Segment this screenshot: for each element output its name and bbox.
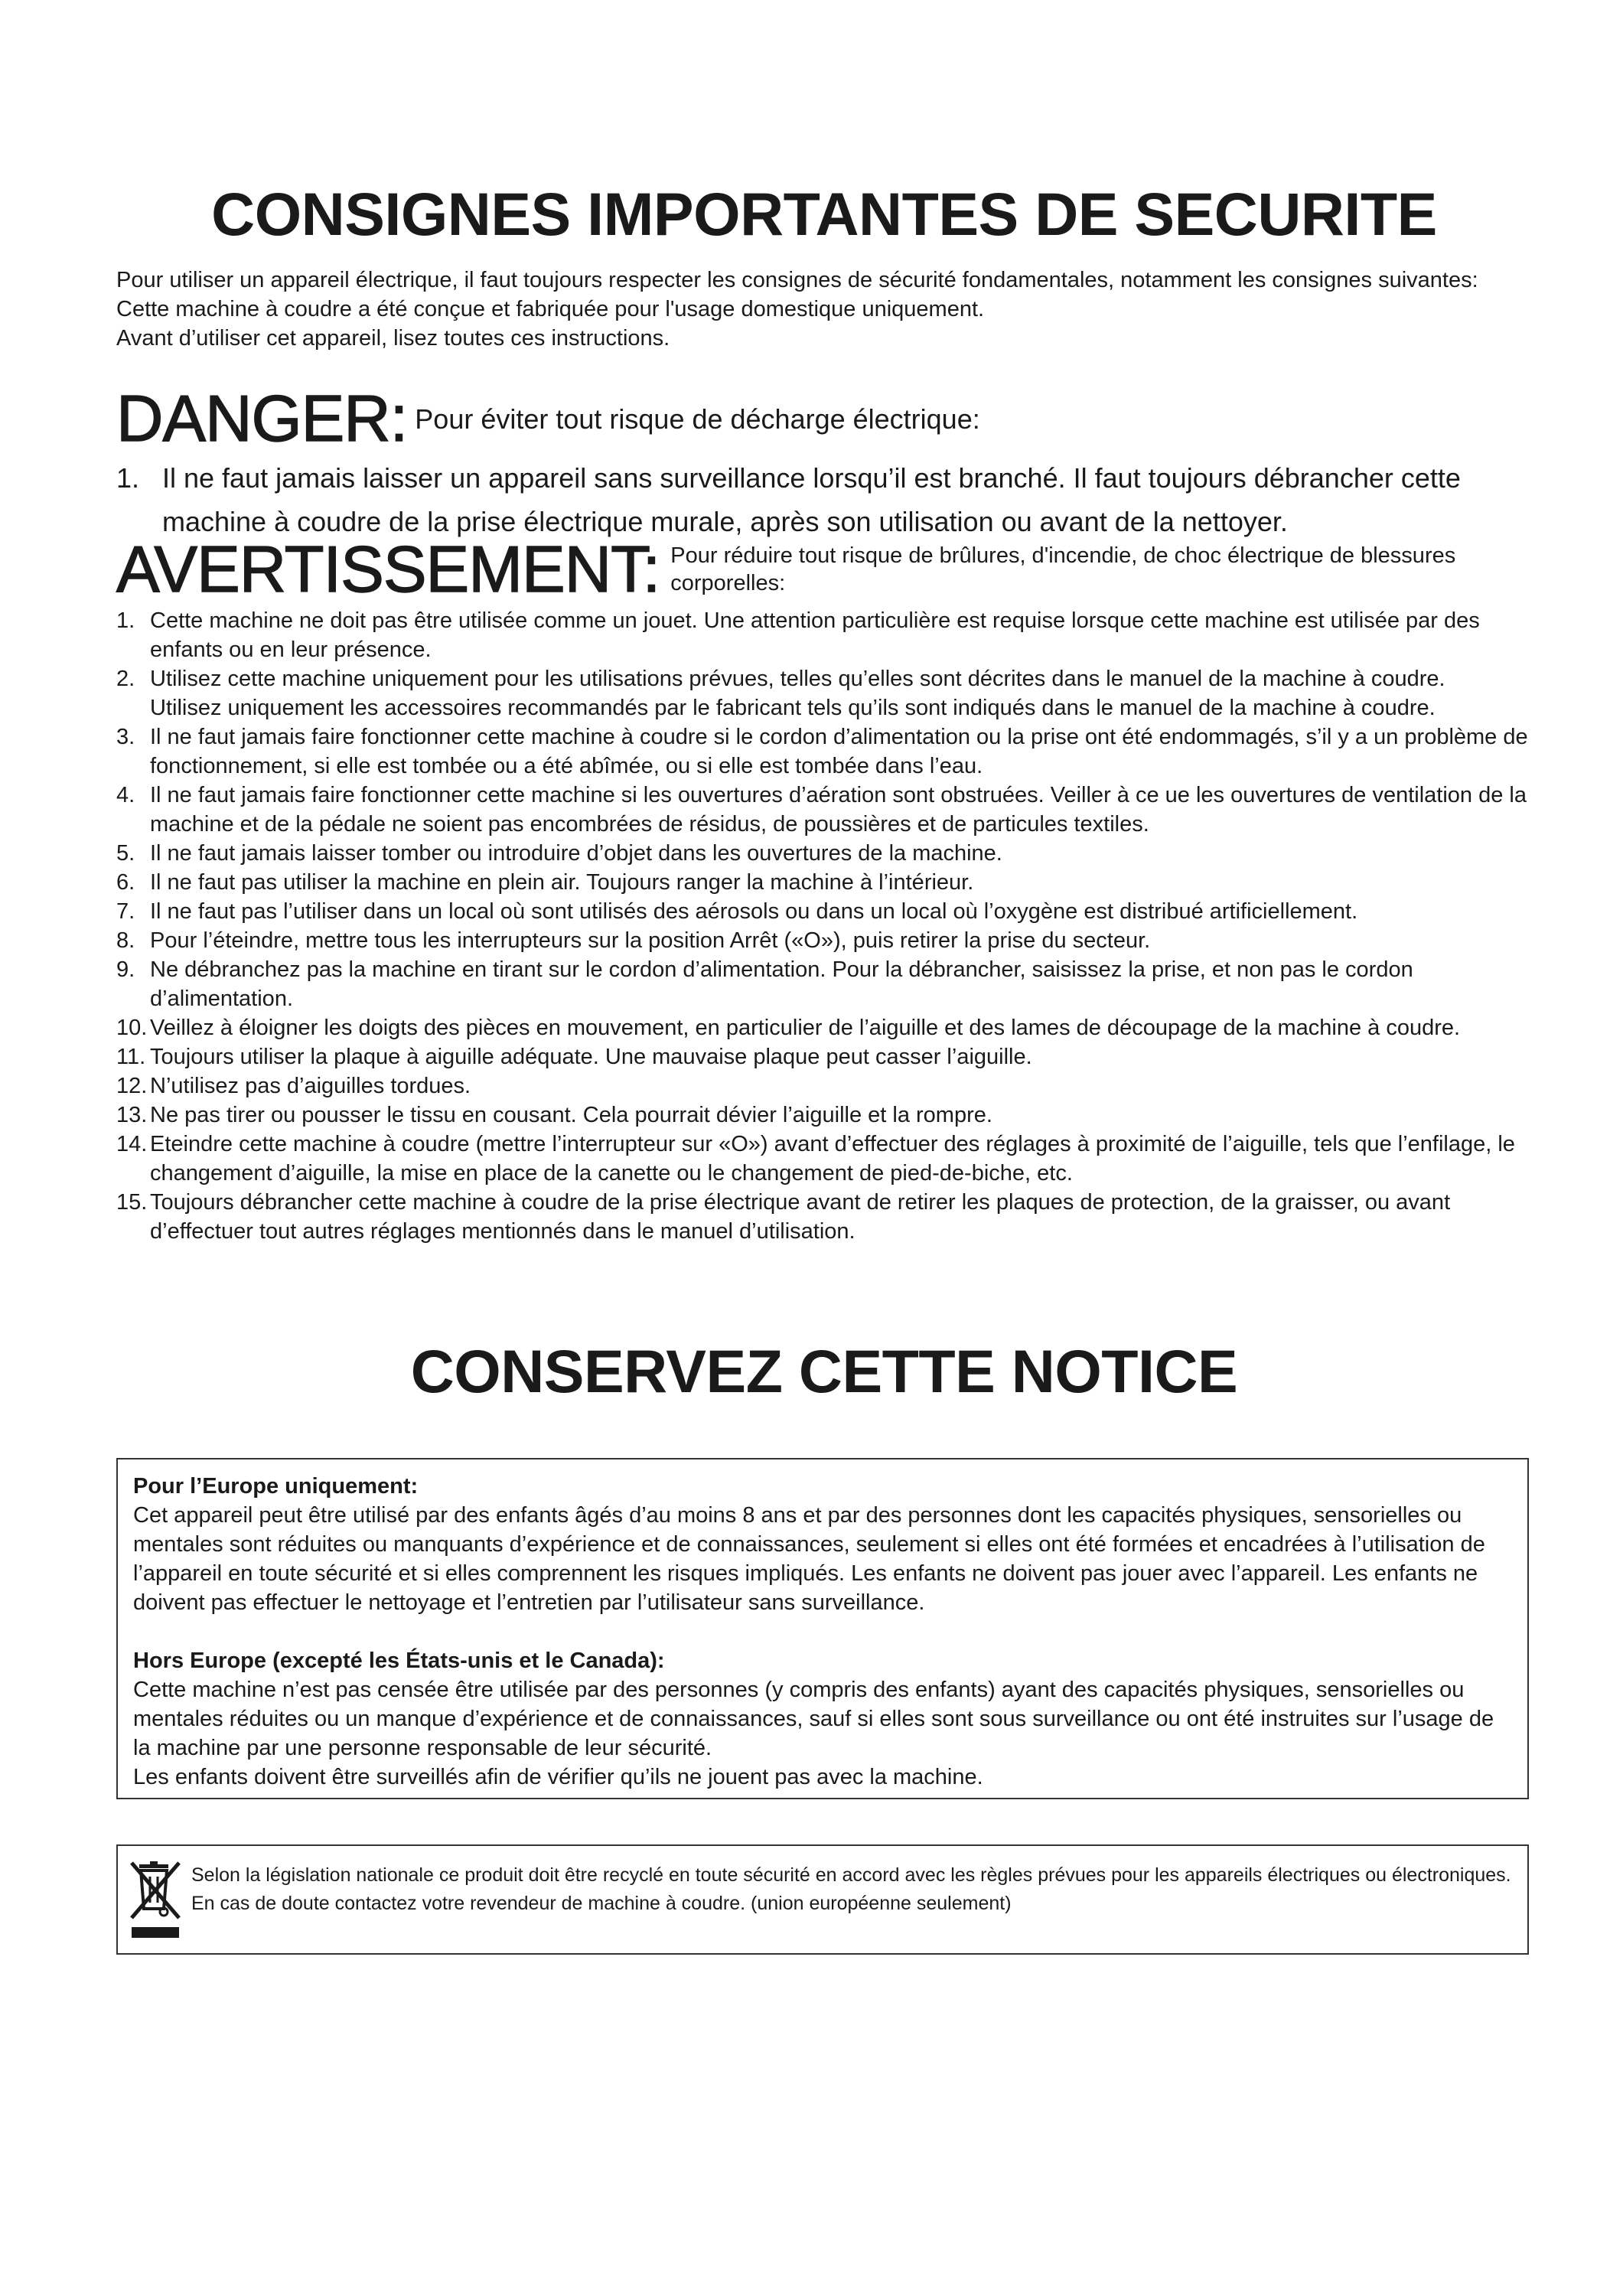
intro-line: Avant d’utiliser cet appareil, lisez toutes ces instructions. [116, 326, 670, 351]
warning-item-text: Il ne faut jamais faire fonctionner cette machine à coudre si le cordon d’alimentation ou la prise ont été endommagés, s’il y a un problème de fonctionnement, si elle est tombée ou a été abîmée, ou si elle est tombée dans l’eau. [150, 725, 1528, 778]
warning-item-number: 7. [116, 899, 135, 924]
danger-label: DANGER: [116, 383, 408, 455]
warning-item-number: 13. [116, 1103, 148, 1127]
warning-item [116, 926, 1532, 955]
danger-heading [116, 383, 1532, 455]
intro-line: Cette machine à coudre a été conçue et fabriquée pour l'usage domestique uniquement. [116, 297, 985, 321]
page-title: CONSIGNES IMPORTANTES DE SECURITE [211, 180, 1437, 248]
warning-item-number: 8. [116, 928, 135, 953]
warning-item [116, 955, 1532, 1013]
warning-item-number: 10. [116, 1016, 148, 1040]
intro-section [116, 266, 1532, 353]
warning-item-text: Toujours utiliser la plaque à aiguille adéquate. Une mauvaise plaque peut casser l’aiguille. [150, 1045, 1032, 1069]
warning-item-text: Ne débranchez pas la machine en tirant sur le cordon d’alimentation. Pour la débrancher, saisissez la prise, et non pas le cordon d’alimentation. [150, 957, 1413, 1011]
warning-item-number: 9. [116, 957, 135, 982]
warning-item-text: Il ne faut jamais laisser tomber ou introduire d’objet dans les ouvertures de la machine. [150, 841, 1002, 866]
danger-subtitle: Pour éviter tout risque de décharge électrique: [415, 403, 980, 435]
children-supervision-text: Les enfants doivent être surveillés afin de vérifier qu’ils ne jouent pas avec la machine. [133, 1765, 983, 1789]
warning-item-number: 1. [116, 608, 135, 633]
warning-heading [116, 533, 1532, 606]
europe-notice-box [116, 1458, 1529, 1799]
warning-item [116, 664, 1532, 722]
warning-item-text: Eteindre cette machine à coudre (mettre l’interrupteur sur «O») avant d’effectuer des réglages à proximité de l’aiguille, tels que l’enfilage, le changement d’aiguille, la mise en place de la canette ou le changement de pied-de-biche, etc. [150, 1132, 1515, 1186]
warning-subtitle: Pour réduire tout risque de brûlures, d'incendie, de choc électrique de blessures corporelles: [670, 543, 1456, 595]
warning-item [116, 1042, 1532, 1071]
warning-item-text: N’utilisez pas d’aiguilles tordues. [150, 1074, 471, 1098]
crossed-out-wheelie-bin-icon [127, 1860, 184, 1942]
intro-line: Pour utiliser un appareil électrique, il faut toujours respecter les consignes de sécurité fondamentales, notamment les consignes suivantes: [116, 268, 1478, 292]
warning-item [116, 781, 1532, 839]
warning-item-text: Toujours débrancher cette machine à coudre de la prise électrique avant de retirer les plaques de protection, de la graisser, ou avant d’effectuer tout autres réglages mentionnés dans le manuel d’utilisation. [150, 1190, 1451, 1244]
warning-item-number: 2. [116, 667, 135, 691]
warning-item-text: Utilisez cette machine uniquement pour les utilisations prévues, telles qu’elles sont décrites dans le manuel de la machine à coudre. [150, 667, 1445, 691]
europe-text: Cet appareil peut être utilisé par des enfants âgés d’au moins 8 ans et par des personnes dont les capacités physiques, sensorielles ou mentales sont réduites ou manquants d’expérience et de connaissances, seulement si elles ont été formées et encadrées à l’utilisation de l’appareil en toute sécurité et si elles comprennent les risques impliqués. Les enfants ne doivent pas jouer avec l’appareil. Les enfants ne doivent pas effectuer le nettoyage et l’entretien par l’utilisateur sans surveillance. [133, 1503, 1485, 1615]
warning-item-text: Ne pas tirer ou pousser le tissu en cousant. Cela pourrait dévier l’aiguille et la rompre. [150, 1103, 992, 1127]
danger-item-text: Il ne faut jamais laisser un appareil sans surveillance lorsqu’il est branché. Il faut toujours débrancher cette machine à coudre de la prise électrique murale, après son utilisation ou avant de la nettoyer. [162, 462, 1461, 537]
europe-heading: Pour l’Europe uniquement: [133, 1474, 419, 1499]
warning-item-text: Veillez à éloigner les doigts des pièces en mouvement, en particulier de l’aiguille et des lames de découpage de la machine à coudre. [150, 1016, 1461, 1040]
outside-europe-heading: Hors Europe (excepté les États-unis et le Canada): [133, 1649, 665, 1673]
warning-item-number: 3. [116, 725, 135, 749]
warning-item [116, 1013, 1532, 1042]
warning-item-extra-text: Utilisez uniquement les accessoires recommandés par le fabricant tels qu’ils sont indiqués dans le manuel de la machine à coudre. [150, 696, 1436, 720]
warning-item-text: Il ne faut pas l’utiliser dans un local où sont utilisés des aérosols ou dans un local où l’oxygène est distribué artificiellement. [150, 899, 1358, 924]
warning-item [116, 868, 1532, 897]
warning-item [116, 1071, 1532, 1101]
warning-item [116, 606, 1532, 664]
warning-item-text: Il ne faut pas utiliser la machine en plein air. Toujours ranger la machine à l’intérieur. [150, 870, 974, 895]
warning-list [116, 606, 1532, 1246]
outside-europe-text: Cette machine n’est pas censée être utilisée par des personnes (y compris des enfants) ayant des capacités physiques, sensorielles ou mentales réduites ou un manque d’expérience et de connaissances, sauf si elles sont sous surveillance ou ont été instruites sur l’usage de la machine par une personne responsable de leur sécurité. [133, 1678, 1494, 1760]
warning-item [116, 1130, 1532, 1188]
warning-item [116, 1188, 1532, 1246]
warning-item [116, 1101, 1532, 1130]
recycling-text: Selon la législation nationale ce produit doit être recyclé en toute sécurité en accord avec les règles prévues pour les appareils électriques ou électroniques. En cas de doute contactez votre revendeur de machine à coudre. (union européenne seulement) [191, 1864, 1511, 1914]
warning-item-number: 6. [116, 870, 135, 895]
warning-item-number: 11. [116, 1045, 146, 1069]
warning-item-number: 5. [116, 841, 135, 866]
warning-item [116, 897, 1532, 926]
warning-item [116, 839, 1532, 868]
keep-notice-heading: CONSERVEZ CETTE NOTICE [410, 1337, 1238, 1405]
warning-item-text: Cette machine ne doit pas être utilisée comme un jouet. Une attention particulière est requise lorsque cette machine est utilisée par des enfants ou en leur présence. [150, 608, 1480, 662]
danger-list [116, 456, 1532, 543]
recycling-notice-box [116, 1844, 1529, 1955]
warning-item-number: 12. [116, 1074, 148, 1098]
warning-item-text: Il ne faut jamais faire fonctionner cette machine si les ouvertures d’aération sont obstruées. Veiller à ce ue les ouvertures de ventilation de la machine et de la pédale ne soient pas encombrées de résidus, de poussières et de particules textiles. [150, 783, 1527, 837]
warning-item-number: 14. [116, 1132, 148, 1156]
warning-item-text: Pour l’éteindre, mettre tous les interrupteurs sur la position Arrêt («O»), puis retirer la prise du secteur. [150, 928, 1151, 953]
warning-label: AVERTISSEMENT: [116, 533, 660, 606]
warning-item-number: 15. [116, 1190, 148, 1215]
danger-item [116, 456, 1532, 543]
warning-item [116, 722, 1532, 781]
warning-item-number: 4. [116, 783, 135, 807]
danger-item-number: 1. [116, 462, 140, 494]
